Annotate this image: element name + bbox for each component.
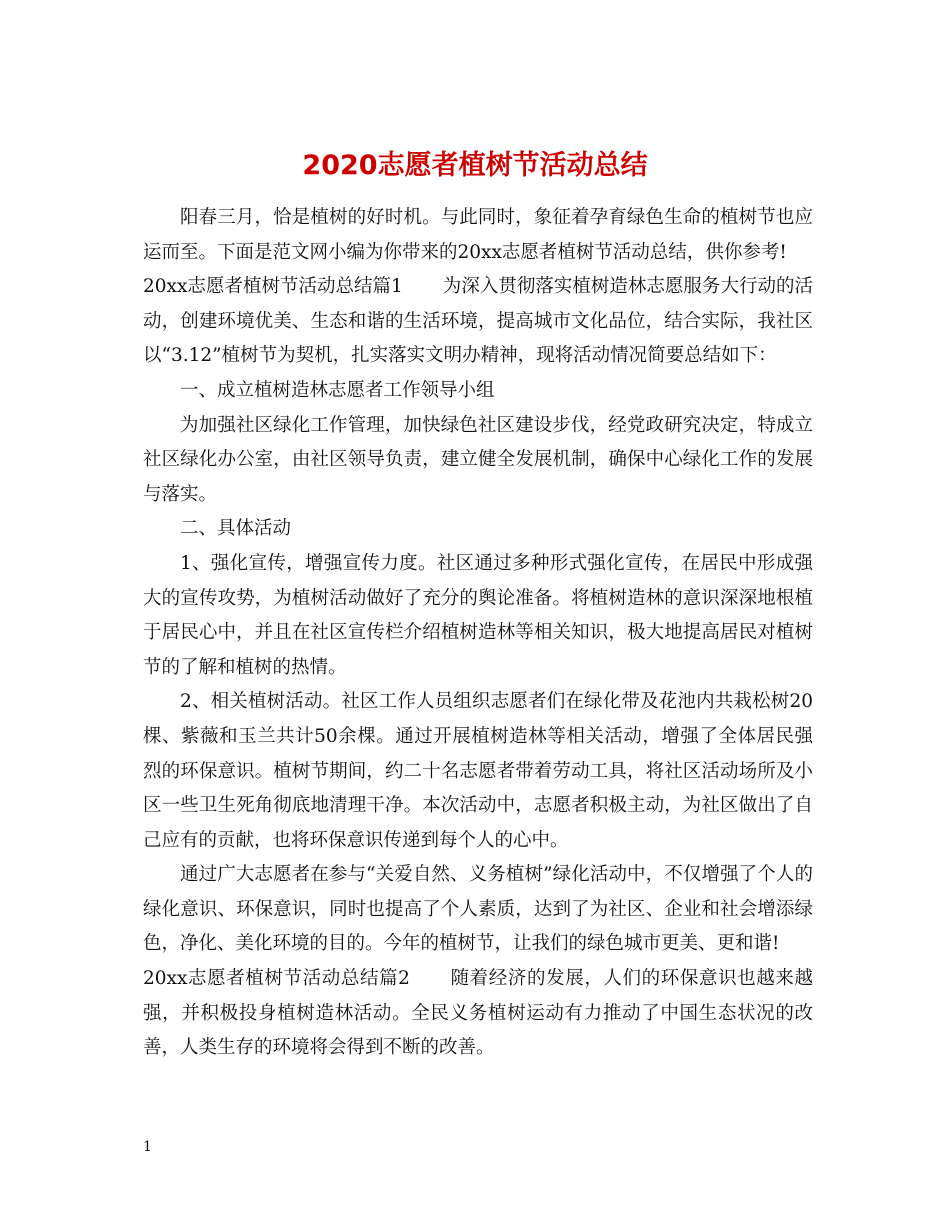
body-paragraph	[143, 512, 813, 547]
body-paragraph	[143, 201, 813, 270]
paragraph-text: 1、强化宣传，增强宣传力度。社区通过多种形式强化宣传，在居民中形成强大的宣传攻势，为植树活动做好了充分的舆论准备。将植树造林的意识深深地根植于居民心中，并且在社区宣传栏介绍植树造林等相关知识，极大地提高居民对植树节的了解和植树的热情。	[143, 552, 813, 678]
paragraph-text: 阳春三月，恰是植树的好时机。与此同时，象征着孕育绿色生命的植树节也应运而至。下面是范文网小编为你带来的20xx志愿者植树节活动总结，供你参考!	[143, 207, 813, 263]
body-paragraph	[143, 409, 813, 513]
document-body	[143, 201, 813, 1066]
paragraph-text: 2、相关植树活动。社区工作人员组织志愿者们在绿化带及花池内共栽松树20棵、紫薇和玉兰共计50余棵。通过开展植树造林等相关活动，增强了全体居民强烈的环保意识。植树节期间，约二十名志愿者带着劳动工具，将社区活动场所及小区一些卫生死角彻底地清理干净。本次活动中，志愿者积极主动，为社区做出了自己应有的贡献，也将环保意识传递到每个人的心中。	[143, 691, 813, 851]
document-title: 2020志愿者植树节活动总结	[302, 150, 648, 182]
body-paragraph	[143, 685, 813, 858]
body-paragraph	[143, 962, 813, 1066]
paragraph-text: 为深入贯彻落实植树造林志愿服务大行动的活动，创建环境优美、生态和谐的生活环境，提高城市文化品位，结合实际，我社区以“3.12”植树节为契机，扎实落实文明办精神，现将活动情况简要总结如下：	[143, 276, 813, 367]
paragraph-text: 通过广大志愿者在参与“关爱自然、义务植树”绿化活动中，不仅增强了个人的绿化意识、环保意识，同时也提高了个人素质，达到了为社区、企业和社会增添绿色，净化、美化环境的目的。今年的植树节，让我们的绿色城市更美、更和谐!	[143, 864, 813, 955]
paragraph-text: 为加强社区绿化工作管理，加快绿色社区建设步伐，经党政研究决定，特成立社区绿化办公室，由社区领导负责，建立健全发展机制，确保中心绿化工作的发展与落实。	[143, 414, 813, 505]
body-paragraph	[143, 374, 813, 409]
body-paragraph	[143, 858, 813, 962]
page-number: 1	[143, 1139, 152, 1155]
paragraph-text: 二、具体活动	[180, 518, 292, 540]
paragraph-text: 一、成立植树造林志愿者工作领导小组	[180, 379, 495, 401]
section-heading: 20xx志愿者植树节活动总结篇2	[143, 968, 410, 990]
section-heading: 20xx志愿者植树节活动总结篇1	[143, 276, 403, 298]
body-paragraph	[143, 547, 813, 685]
paragraph-text: 随着经济的发展，人们的环保意识也越来越强，并积极投身植树造林活动。全民义务植树运动有力推动了中国生态状况的改善，人类生存的环境将会得到不断的改善。	[143, 968, 813, 1059]
body-paragraph	[143, 270, 813, 374]
